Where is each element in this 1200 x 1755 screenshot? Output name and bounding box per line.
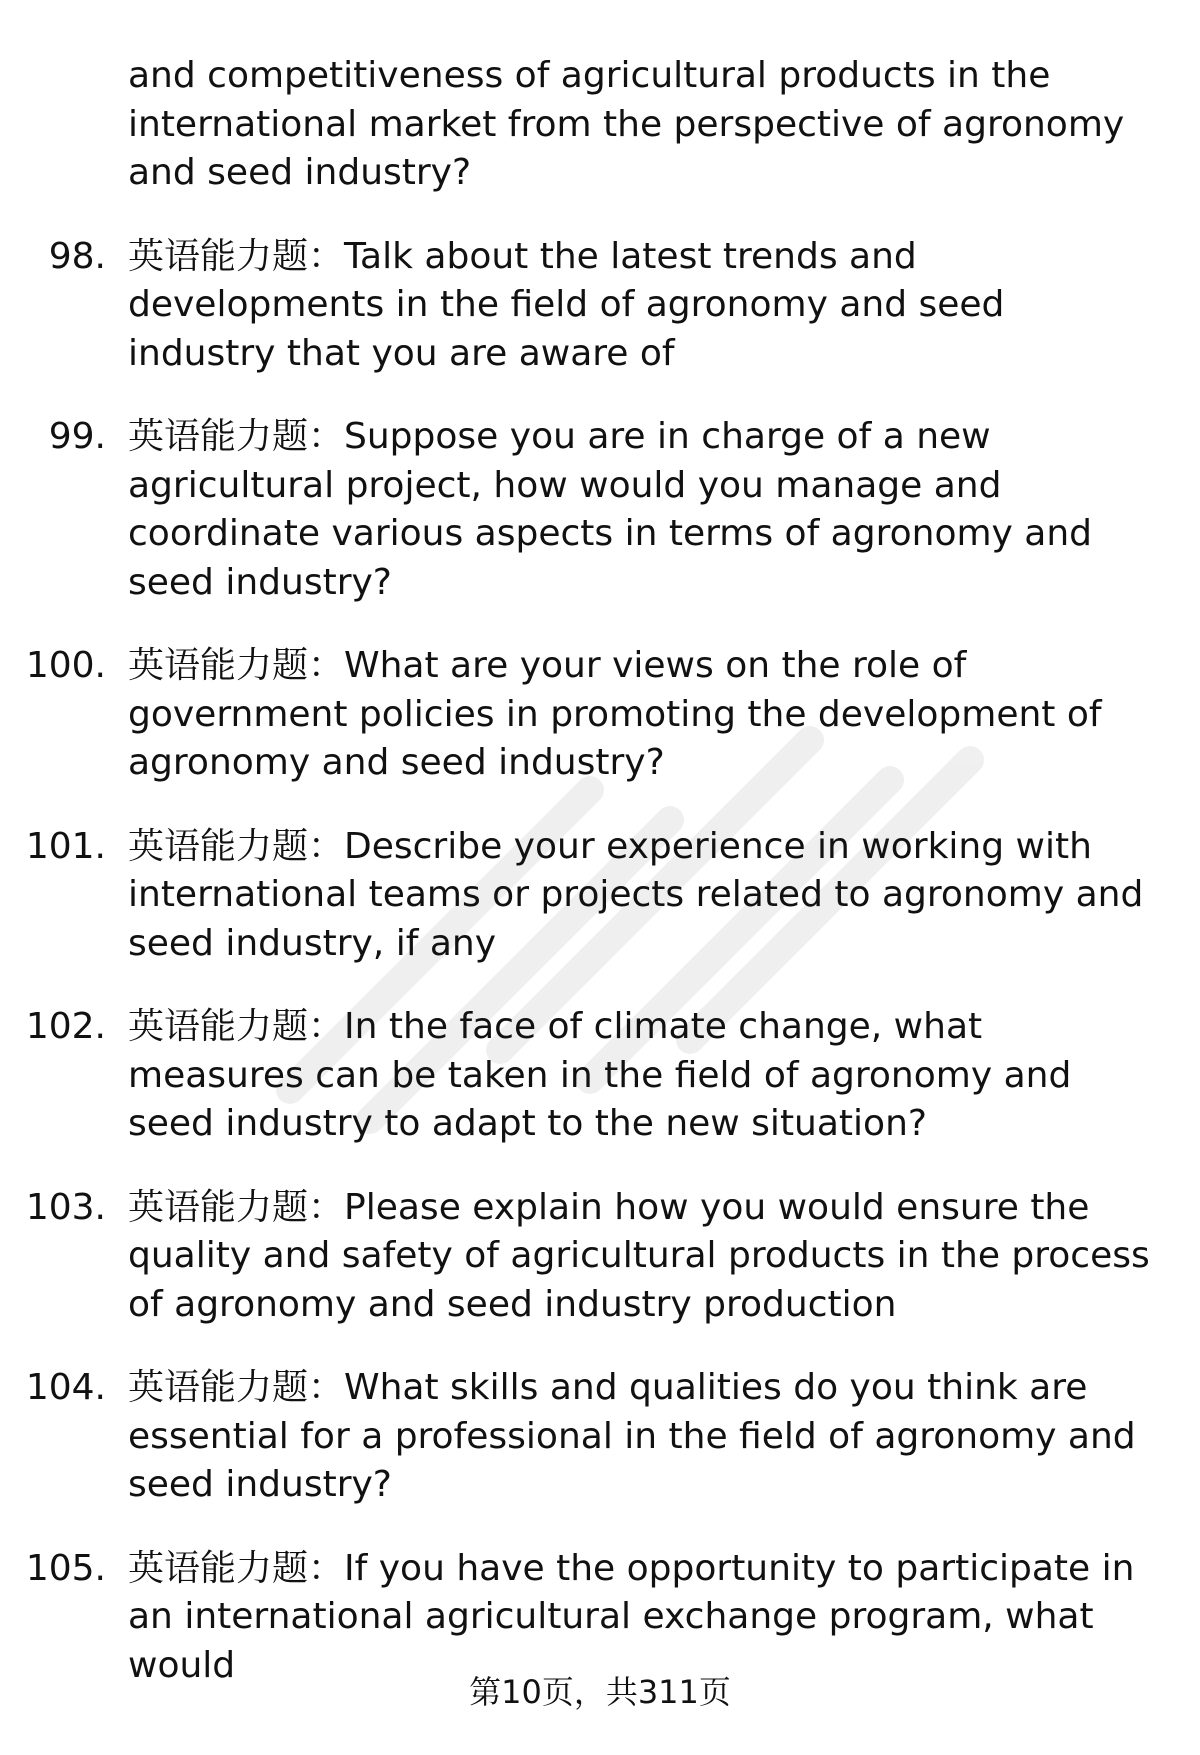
question-prefix: 英语能力题： xyxy=(128,1186,345,1228)
question-number: 105. xyxy=(25,1547,106,1589)
question-number: 98. xyxy=(48,235,106,277)
question-item xyxy=(0,1545,1200,1691)
question-item xyxy=(0,823,1200,969)
question-item xyxy=(0,233,1200,379)
page-footer: 第10页，共311页 xyxy=(469,1673,731,1711)
question-text: What are your views on the role of government policies in promoting the development of agronomy and seed industry? xyxy=(128,645,1102,783)
question-prefix: 英语能力题： xyxy=(128,1547,345,1589)
question-number: 104. xyxy=(25,1367,106,1408)
question-number: 99. xyxy=(48,416,106,457)
question-number: 100. xyxy=(25,645,106,686)
question-text: Describe your experience in working with international teams or projects related to agronomy and seed industry, if any xyxy=(128,825,1144,964)
question-text: What skills and qualities do you think are essential for a professional in the field of agronomy and seed industry? xyxy=(128,1367,1136,1505)
question-prefix: 英语能力题： xyxy=(128,1006,345,1047)
question-item xyxy=(0,1364,1200,1510)
question-number: 103. xyxy=(25,1186,106,1228)
question-text: Suppose you are in charge of a new agricultural project, how would you manage and coordinate various aspects in terms of agronomy and seed industry? xyxy=(128,416,1093,603)
question-list xyxy=(0,52,1200,1725)
question-prefix: 英语能力题： xyxy=(128,235,345,277)
question-prefix: 英语能力题： xyxy=(128,645,345,686)
question-text: In the face of climate change, what measures can be taken in the field of agronomy and seed industry to adapt to the new situation? xyxy=(128,1006,1072,1144)
question-text: Please explain how you would ensure the quality and safety of agricultural products in the process of agronomy and seed industry production xyxy=(128,1186,1150,1325)
question-continuation xyxy=(0,52,1200,198)
question-text: Talk about the latest trends and developments in the field of agronomy and seed industry that you are aware of xyxy=(128,235,1005,374)
question-prefix: 英语能力题： xyxy=(128,1367,345,1408)
question-number: 102. xyxy=(25,1006,106,1047)
question-prefix: 英语能力题： xyxy=(128,416,345,457)
question-item xyxy=(0,642,1200,788)
question-text: If you have the opportunity to participate in an international agricultural exchange program, what would xyxy=(128,1547,1135,1686)
question-item xyxy=(0,1003,1200,1149)
question-item xyxy=(0,1184,1200,1330)
continuation-text: and competitiveness of agricultural products in the international market from the perspective of agronomy and seed industry? xyxy=(128,55,1125,193)
question-prefix: 英语能力题： xyxy=(128,825,345,867)
question-number: 101. xyxy=(25,825,106,867)
question-item xyxy=(0,413,1200,607)
